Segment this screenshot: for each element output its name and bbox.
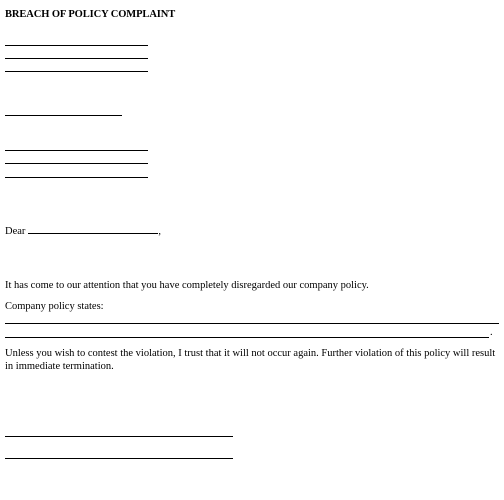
- sender-address-line-2: [5, 58, 148, 59]
- salutation: [5, 223, 161, 238]
- printed-name-line: [5, 458, 233, 459]
- salutation-comma: ,: [158, 226, 162, 237]
- signature-line: [5, 436, 233, 437]
- policy-end-period: .: [490, 327, 493, 338]
- recipient-address-line-1: [5, 150, 148, 151]
- policy-label: Company policy states:: [5, 301, 104, 312]
- document-title: BREACH OF POLICY COMPLAINT: [5, 9, 176, 20]
- recipient-address-line-3: [5, 177, 148, 178]
- policy-line-2: [5, 337, 489, 338]
- recipient-address-line-2: [5, 163, 148, 164]
- salutation-text: Dear: [5, 226, 26, 237]
- warning-paragraph: Unless you wish to contest the violation, I trust that it will not occur again. Further violation of this policy will result in immediate termination.: [5, 348, 496, 372]
- recipient-name-blank: [28, 223, 158, 234]
- intro-paragraph: It has come to our attention that you have completely disregarded our company policy.: [5, 280, 369, 291]
- policy-line-1: [5, 323, 499, 324]
- sender-address-line-1: [5, 45, 148, 46]
- date-line: [5, 115, 122, 116]
- sender-address-line-3: [5, 71, 148, 72]
